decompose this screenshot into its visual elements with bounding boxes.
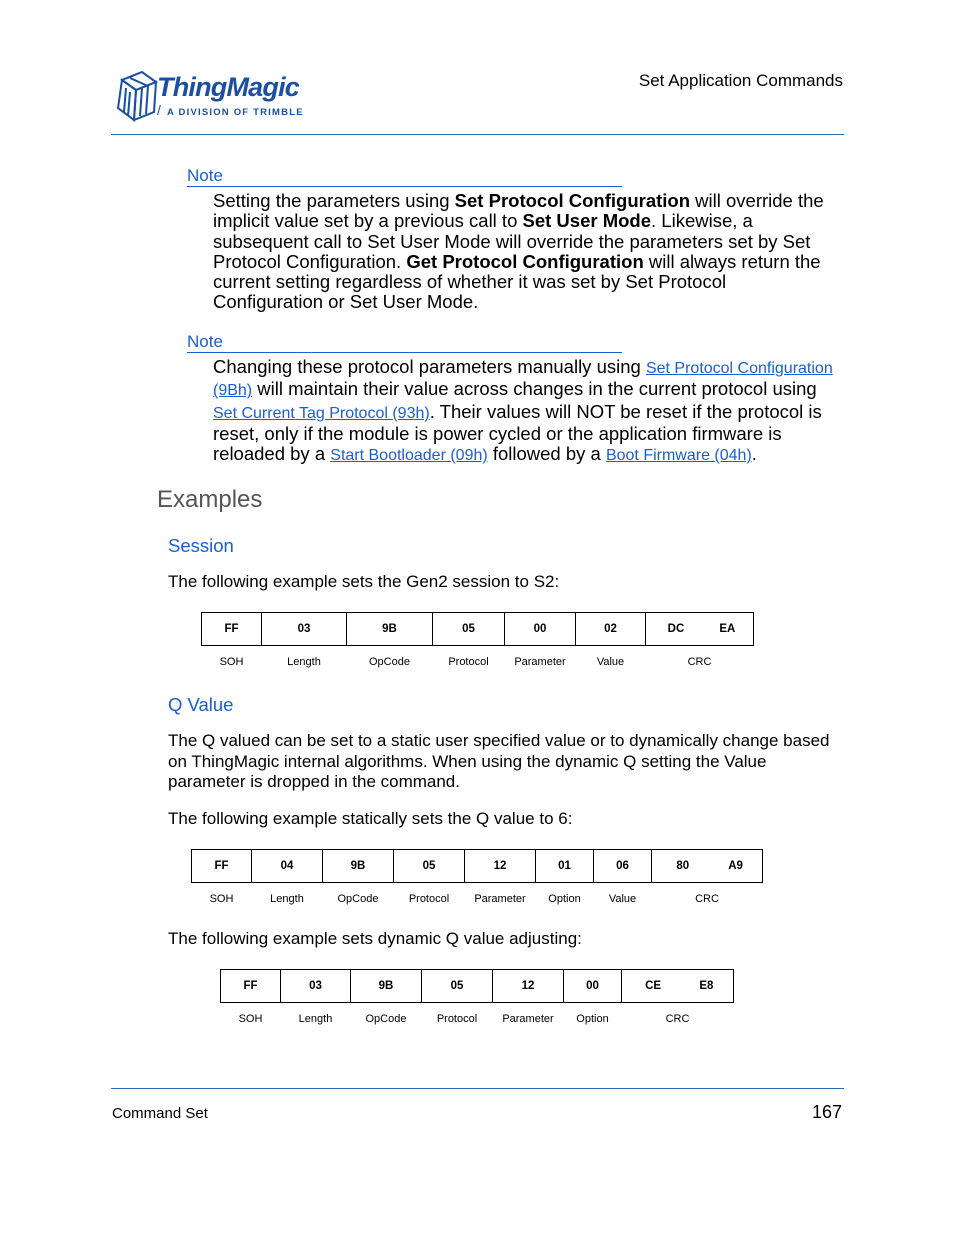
- field-label: SOH: [238, 1013, 263, 1025]
- page-number: 167: [811, 1102, 842, 1122]
- field-label: Parameter: [502, 1013, 554, 1025]
- byte-cell: 06: [594, 850, 652, 883]
- note-label: Note: [187, 332, 223, 351]
- session-intro: The following example sets the Gen2 session to S2:: [168, 572, 560, 591]
- field-label: OpCode: [369, 656, 410, 668]
- field-label: SOH: [209, 893, 234, 905]
- examples-heading: Examples: [157, 486, 263, 513]
- field-label: Length: [298, 1013, 333, 1025]
- link-boot-firmware[interactable]: Boot Firmware (04h): [605, 447, 752, 465]
- byte-cell: FF: [221, 970, 281, 1003]
- qvalue-dynamic-intro: The following example sets dynamic Q value adjusting:: [168, 929, 582, 948]
- link-set-current-tag-protocol[interactable]: Set Current Tag Protocol (93h): [213, 404, 430, 422]
- link-start-bootloader[interactable]: Start Bootloader (09h): [330, 447, 488, 465]
- note-divider: [187, 352, 622, 353]
- link-set-protocol-configuration[interactable]: Set Protocol Configuration (9Bh): [213, 360, 833, 400]
- byte-cell: 9B: [351, 970, 422, 1003]
- note-body: Changing these protocol parameters manually using Set Protocol Configuration (9Bh) will maintain their value across changes in the current protocol using Set Current Tag Protocol (93h). Their values will NOT be reset if the protocol is reset, only if the module is power cycled or the application firmware is reloaded by a Start Bootloader (09h) followed by a Boot Firmware (04h).: [213, 356, 833, 465]
- field-label: Protocol: [436, 1013, 478, 1025]
- field-label: Option: [576, 1013, 609, 1025]
- note-label: Note: [187, 166, 223, 185]
- byte-cell: 01: [536, 850, 594, 883]
- logo-slash: /: [157, 102, 161, 118]
- field-label: Protocol: [448, 656, 489, 668]
- field-label: SOH: [219, 656, 244, 668]
- header-divider: [111, 134, 844, 135]
- crc-cell: 80 A9: [652, 850, 763, 883]
- field-label: Value: [608, 893, 637, 905]
- qvalue-dynamic-command-table: [220, 969, 734, 1034]
- byte-cell: FF: [192, 850, 252, 883]
- field-label: OpCode: [337, 893, 379, 905]
- field-label: Length: [270, 893, 304, 905]
- field-label: Value: [596, 656, 625, 668]
- byte-cell: 9B: [323, 850, 394, 883]
- session-command-table: [201, 612, 754, 677]
- qvalue-static-intro: The following example statically sets the Q value to 6:: [168, 809, 573, 828]
- qvalue-description: The Q valued can be set to a static user specified value or to dynamically change based on ThingMagic internal algorithms. When using the dynamic Q setting the Value parameter is dropped in the command.: [168, 731, 830, 791]
- byte-cell: 12: [493, 970, 564, 1003]
- session-heading: Session: [168, 535, 234, 556]
- field-label: Length: [287, 656, 321, 668]
- byte-cell: 05: [422, 970, 493, 1003]
- byte-cell: FF: [202, 613, 262, 646]
- field-label: CRC: [695, 893, 719, 905]
- field-label: Parameter: [474, 893, 526, 905]
- note-divider: [187, 186, 622, 187]
- byte-cell: 00: [564, 970, 622, 1003]
- logo-tagline: A DIVISION OF TRIMBLE: [167, 107, 304, 118]
- section-title: Set Application Commands: [638, 71, 843, 90]
- logo-wordmark: ThingMagic: [157, 72, 299, 102]
- byte-cell: 04: [252, 850, 323, 883]
- byte-cell: 03: [262, 613, 347, 646]
- footer-divider: [111, 1088, 844, 1089]
- byte-cell: 05: [433, 613, 505, 646]
- qvalue-static-command-table: [191, 849, 763, 914]
- crc-cell: CE E8: [622, 970, 734, 1003]
- byte-cell: 12: [465, 850, 536, 883]
- byte-cell: 9B: [347, 613, 433, 646]
- field-label: Parameter: [514, 656, 566, 668]
- field-label: Option: [548, 893, 581, 905]
- field-label: OpCode: [365, 1013, 407, 1025]
- crc-cell: DC EA: [646, 613, 754, 646]
- footer-chapter: Command Set: [112, 1105, 208, 1122]
- qvalue-heading: Q Value: [168, 694, 234, 715]
- field-label: CRC: [665, 1013, 690, 1025]
- byte-cell: 00: [505, 613, 576, 646]
- field-label: CRC: [687, 656, 712, 668]
- field-label: Protocol: [408, 893, 450, 905]
- byte-cell: 03: [281, 970, 351, 1003]
- byte-cell: 05: [394, 850, 465, 883]
- note-body: Setting the parameters using Set Protocol Configuration will override the implicit value set by a previous call to Set User Mode. Likewise, a subsequent call to Set User Mode will override the parameters set by Set Protocol Configuration. Get Protocol Configuration will always return the current setting regardless of whether it was set by Set Protocol Configuration or Set User Mode.: [213, 190, 824, 313]
- byte-cell: 02: [576, 613, 646, 646]
